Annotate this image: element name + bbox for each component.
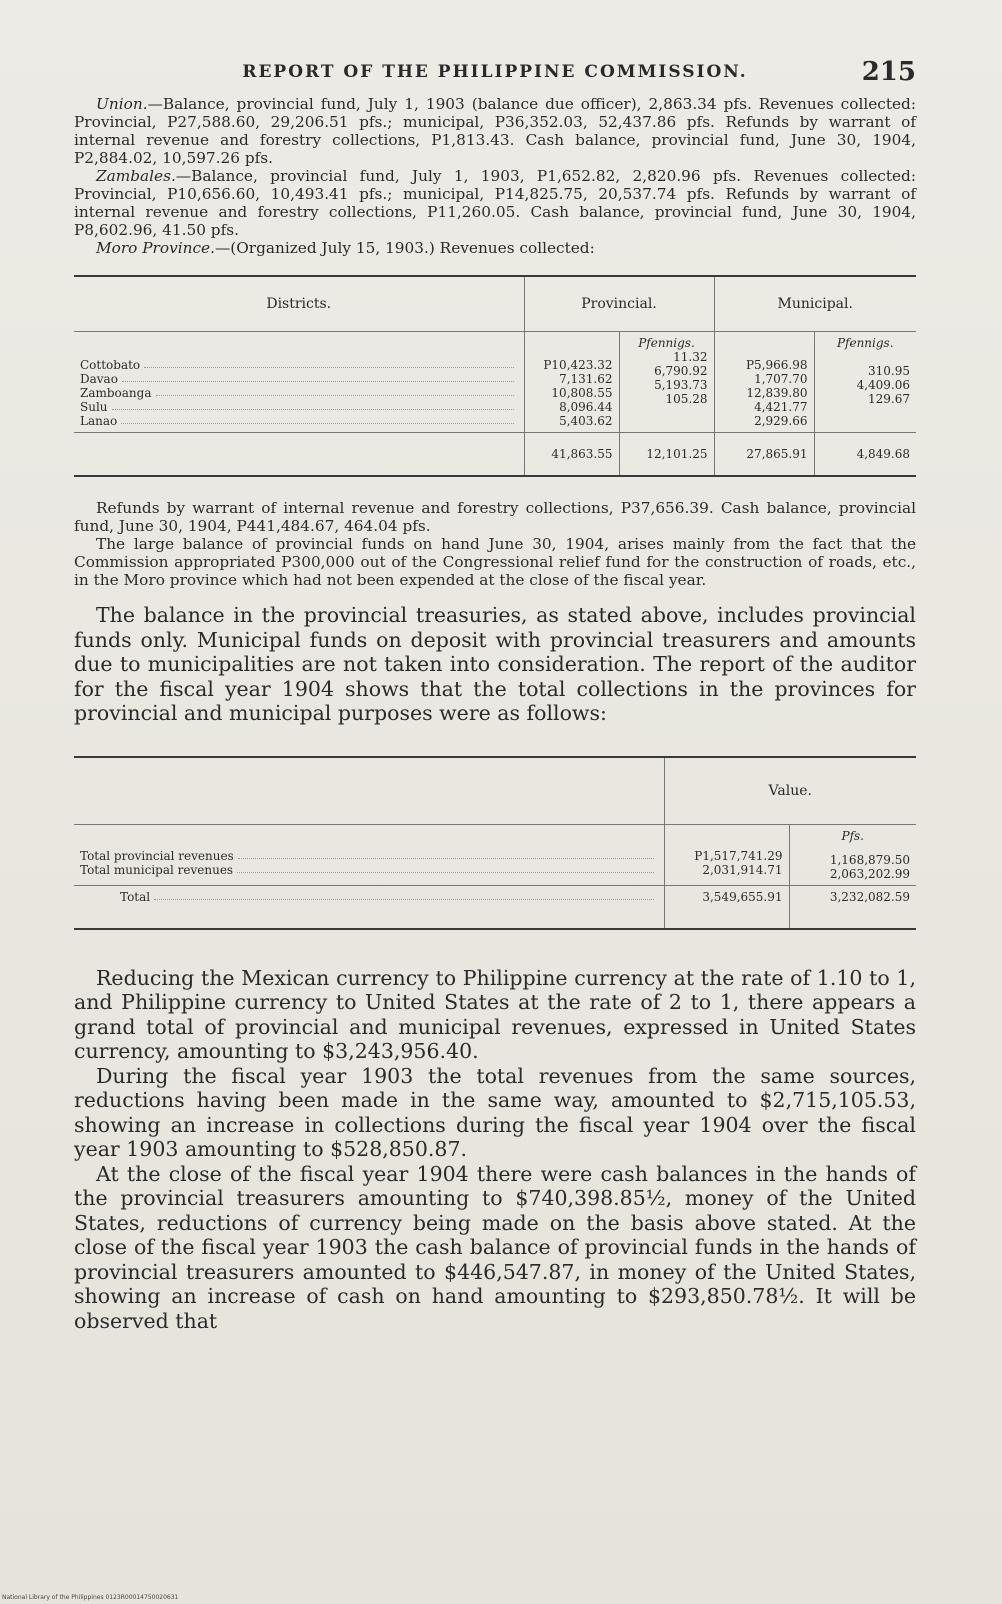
paragraph-refunds: Refunds by warrant of internal revenue and forestry collections, P37,656.39. Cash balance, provincial fund, June 30, 1904, P441,484.67, 464.04 pfs. (74, 499, 916, 535)
cell-value (626, 406, 708, 420)
lead-zambales: Zambales. (96, 167, 176, 185)
district-name: Davao (80, 372, 118, 386)
header-municipal: Municipal. (714, 276, 916, 332)
footer-credit: National Library of the Philippines 0123R00014750020631 (2, 1594, 179, 1601)
text-moro: —(Organized July 15, 1903.) Revenues collected: (214, 239, 595, 257)
bottom-paragraphs (74, 966, 916, 1334)
paragraph-large-balance: The large balance of provincial funds on hand June 30, 1904, arises mainly from the fact that the Commission appropriated P300,000 out of the Congressional relief fund for the construction of roads, etc., in the Moro province which had not been expended at the close of the fiscal year. (74, 535, 916, 589)
paragraph-currency-reduction: Reducing the Mexican currency to Philippine currency at the rate of 1.10 to 1, and Philippine currency to United States at the rate of 2 to 1, there appears a grand total of provincial and municipal revenues, expressed in United States currency, amounting to $3,243,956.40. (74, 965, 916, 1063)
district-cell (74, 332, 524, 433)
cell-value: 5,193.73 (654, 378, 708, 392)
total-pfs: 3,232,082.59 (789, 885, 916, 929)
top-paragraphs (74, 95, 916, 257)
header-provincial: Provincial. (524, 276, 714, 332)
header-districts: Districts. (74, 276, 524, 332)
cell-value: 10,808.55 (551, 386, 613, 400)
row-label: Total provincial revenues (80, 848, 234, 863)
cell-value: 105.28 (665, 392, 708, 406)
running-title: REPORT OF THE PHILIPPINE COMMISSION. (242, 62, 748, 82)
cell-value: 6,790.92 (654, 364, 708, 378)
paragraph-provincial-treasuries: The balance in the provincial treasuries, as stated above, includes provincial funds only. Municipal funds on deposit with provincial treasurers and amounts due to municipalities are not taken into consideration. The report of the auditor for the fiscal year 1904 shows that the total collections in the provinces for provincial and municipal purposes were as follows: (74, 603, 916, 725)
lead-moro: Moro Province. (96, 239, 215, 257)
total-provincial-pfennigs: 12,101.25 (619, 433, 714, 477)
municipal-pfennigs (814, 332, 916, 433)
cell-value: 4,421.77 (754, 400, 808, 414)
total-collections-table (74, 756, 916, 930)
table-row (80, 358, 518, 372)
cell-value: 12,839.80 (746, 386, 808, 400)
cell-value: 2,031,914.71 (702, 862, 783, 877)
table-row (80, 372, 518, 386)
mid-paragraphs (74, 499, 916, 589)
cell-value: 8,096.44 (559, 400, 613, 414)
cell-value: P5,966.98 (745, 358, 808, 372)
district-name: Cottobato (80, 358, 141, 372)
table-row (80, 386, 518, 400)
provincial-pfennigs (619, 332, 714, 433)
cell-value: 7,131.62 (559, 372, 613, 386)
table-total-row (74, 433, 916, 477)
paragraph-union (74, 95, 916, 167)
total-provincial: 41,863.55 (524, 433, 619, 477)
header-value: Value. (664, 757, 916, 825)
page-number: 215 (861, 57, 916, 87)
municipal-values (714, 332, 814, 433)
cell-value: 310.95 (868, 364, 910, 378)
total-label: Total (120, 889, 151, 904)
cell-value: 2,929.66 (754, 414, 808, 428)
cell-value: P10,423.32 (543, 358, 613, 372)
label-cell (74, 824, 664, 885)
lead-union: Union. (96, 95, 148, 113)
table-total-row (74, 885, 916, 929)
total-label-row (120, 890, 658, 904)
subheader-pfs: Pfs. (841, 828, 864, 843)
cell-value: 1,168,879.50 (829, 852, 910, 867)
table-header-row (74, 276, 916, 332)
text-zambales: —Balance, provincial fund, July 1, 1903, P1,652.82, 2,820.96 pfs. Revenues collected: Provincial, P10,656.60, 10,493.41 pfs.; municipal, P14,825.75, 20,537.74 pfs. Refunds by warrant of internal revenue and forestry collections, P11,260.05. Cash balance, provincial fund, June 30, 1904, P8,602.96, 41.50 pfs. (74, 167, 916, 239)
text-union: —Balance, provincial fund, July 1, 1903 (balance due officer), 2,863.34 pfs. Revenues collected: Provincial, P27,588.60, 29,206.51 pfs.; municipal, P36,352.03, 52,437.86 pfs. Refunds by warrant of internal revenue and forestry collections, P1,813.43. Cash balance, provincial fund, June 30, 1904, P2,884.02, 10,597.26 pfs. (74, 95, 916, 167)
cell-value: 129.67 (868, 392, 910, 406)
total-municipal-pfennigs: 4,849.68 (814, 433, 916, 477)
row-label: Total municipal revenues (80, 862, 234, 877)
cell-value (821, 350, 911, 364)
cell-value: 5,403.62 (559, 414, 613, 428)
cell-value: P1,517,741.29 (694, 848, 783, 863)
cell-value: 2,063,202.99 (829, 866, 910, 881)
paragraph-fiscal-1903: During the fiscal year 1903 the total revenues from the same sources, reductions having been made in the same way, amounted to $2,715,105.53, showing an increase in collections during the fiscal year 1904 over the fiscal year 1903 amounting to $528,850.87. (74, 1063, 916, 1161)
subheader-pfennigs: Pfennigs. (638, 336, 695, 350)
pfs-column (789, 824, 916, 885)
table-row (80, 863, 658, 877)
cell-value: 4,409.06 (856, 378, 910, 392)
cell-value: 1,707.70 (754, 372, 808, 386)
running-header (74, 55, 916, 89)
table-row (80, 400, 518, 414)
moro-revenue-table (74, 275, 916, 477)
total-municipal: 27,865.91 (714, 433, 814, 477)
district-name: Zamboanga (80, 386, 152, 400)
provincial-values (524, 332, 619, 433)
value-column (664, 824, 789, 885)
paragraph-moro (74, 239, 916, 257)
table-body-row (74, 332, 916, 433)
subheader-pfennigs: Pfennigs. (836, 336, 894, 350)
table-body-row (74, 824, 916, 885)
table-header-row (74, 757, 916, 825)
cell-value (821, 406, 911, 420)
table-row (80, 849, 658, 863)
paragraph-cash-balances: At the close of the fiscal year 1904 there were cash balances in the hands of the provincial treasurers amounting to $740,398.85½, money of the United States, reductions of currency being made on the basis above stated. At the close of the fiscal year 1903 the cash balance of provincial funds in the hands of provincial treasurers amounted to $446,547.87, in money of the United States, showing an increase of cash on hand amounting to $293,850.78½. It will be observed that (74, 1161, 916, 1333)
total-value: 3,549,655.91 (664, 885, 789, 929)
district-name: Lanao (80, 414, 118, 428)
paragraph-zambales (74, 167, 916, 239)
district-name: Sulu (80, 400, 108, 414)
table-row (80, 414, 518, 428)
cell-value: 11.32 (673, 350, 708, 364)
